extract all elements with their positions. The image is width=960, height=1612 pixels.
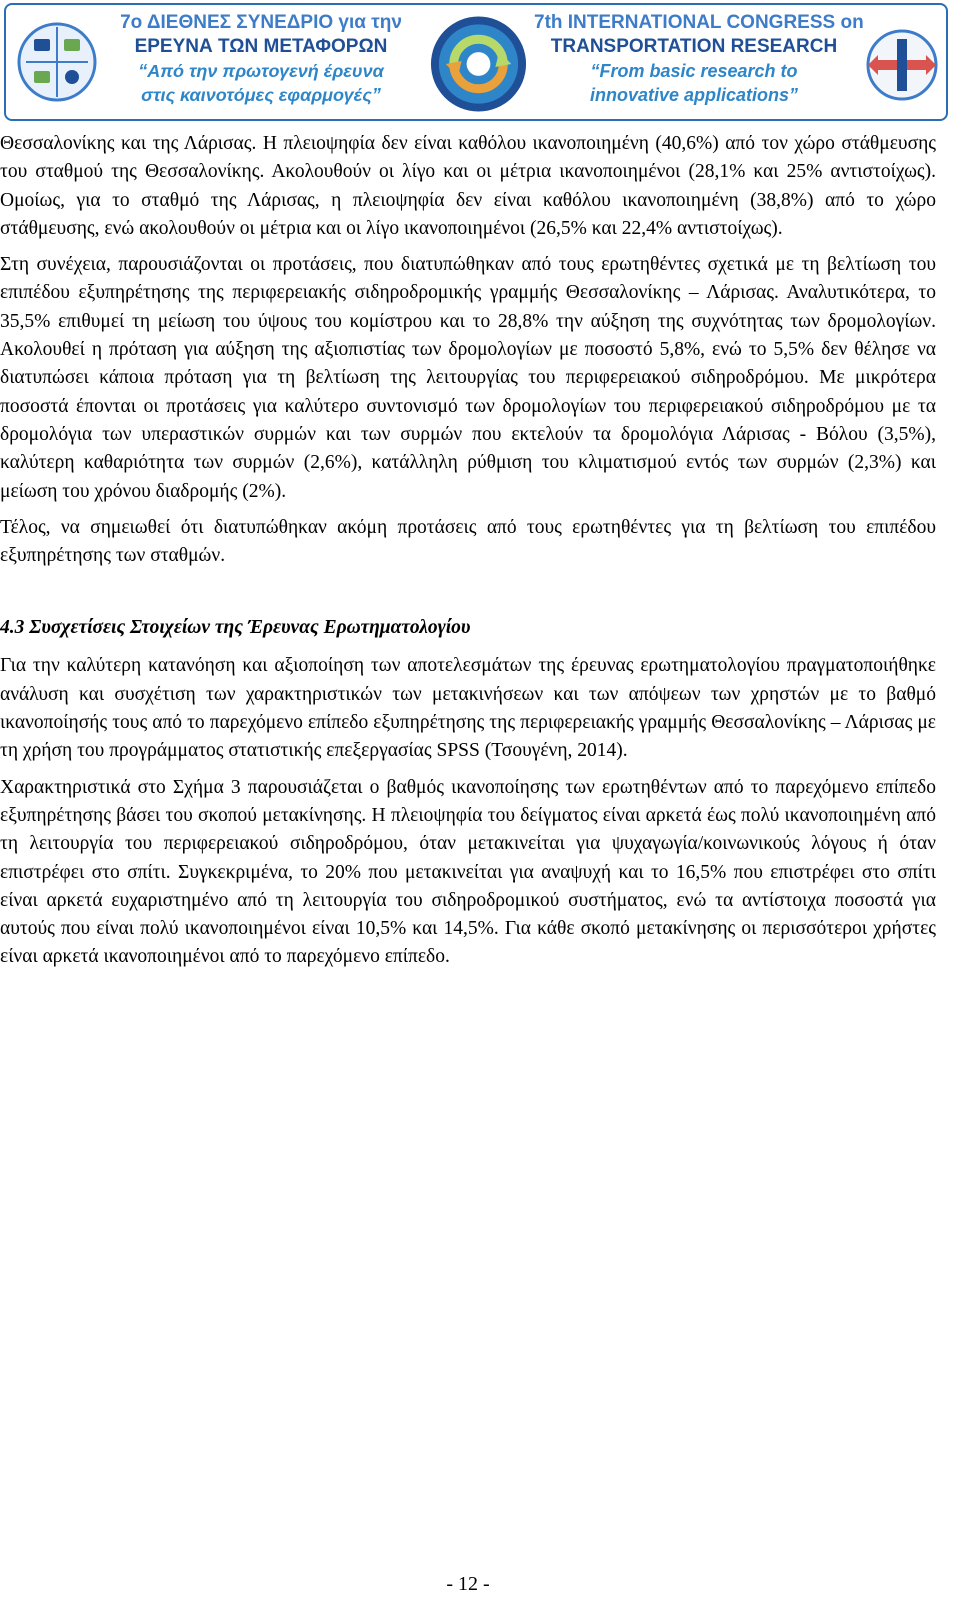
transport-network-icon: [864, 27, 940, 103]
section-heading: 4.3 Συσχετίσεις Στοιχείων της Έρευνας Ερωτηματολογίου: [0, 617, 471, 639]
banner-en-line1: 7th INTERNATIONAL CONGRESS on: [534, 12, 864, 33]
banner-en-line3: “From basic research to: [590, 61, 798, 81]
paragraph-figure-description: Χαρακτηριστικά στο Σχήμα 3 παρουσιάζεται ο βαθμός ικανοποίησης των ερωτηθέντων από το παρεχόμενο επίπεδο εξυπηρέτησης βάσει του σκοπού μετακίνησης. Η πλειοψηφία του δείγματος είναι αρκετά έως πολύ ικανοποιημένη από τη λειτουργία του περιφερειακού σιδηροδρόμου, όταν μετακινείται για ψυχαγωγία/κοινωνικούς λόγους ή όταν επιστρέφει στο σπίτι. Συγκεκριμένα, το 20% που μετακινείται για αναψυχή και το 16,5% που επιστρέφει στο σπίτι είναι αρκετά ευχαριστημένο από τη λειτουργία του σιδηροδρομικού συστήματος, ενώ τα αντίστοιχα ποσοστά για αυτούς που είναι πολύ ικανοποιημένοι είναι 10,5% και 14,5%. Για κάθε σκοπό μετακίνησης οι περισσότεροι χρήστες είναι αρκετά ικανοποιημένοι από το παρεχόμενο επίπεδο.: [0, 776, 936, 968]
transport-mode-icon: [16, 13, 98, 111]
congress-logo-icon: [426, 11, 531, 117]
banner-greek-text: [106, 11, 416, 107]
paragraph-correlation-analysis: Για την καλύτερη κατανόηση και αξιοποίηση των αποτελεσμάτων της έρευνας ερωτηματολογίου πραγματοποιήθηκε ανάλυση και συσχέτιση των χαρακτηριστικών των μετακινήσεων και των απόψεων των χρηστών με το βαθμό ικανοποίησής τους από το παρεχόμενο επίπεδο εξυπηρέτησης της περιφερειακής γραμμής Θεσσαλονίκης – Λάρισας με τη χρήση του προγράμματος στατιστικής επεξεργασίας SPSS (Τσουγένη, 2014).: [0, 655, 936, 762]
paragraph-station-proposals: Τέλος, να σημειωθεί ότι διατυπώθηκαν ακόμη προτάσεις από τους ερωτηθέντες για τη βελτίωση του επιπέδου εξυπηρέτησης των σταθμών.: [0, 516, 936, 567]
banner-gr-line1: 7ο ΔΙΕΘΝΕΣ ΣΥΝΕΔΡΙΟ για την: [120, 12, 402, 33]
banner-gr-line3: “Από την πρωτογενή έρευνα: [138, 61, 384, 81]
banner-english-text: [534, 11, 864, 107]
page-body: [0, 130, 936, 980]
banner-en-line4: innovative applications”: [589, 85, 799, 105]
banner-en-line2: TRANSPORTATION RESEARCH: [550, 36, 838, 57]
page-number: - 12 -: [446, 1573, 490, 1595]
banner-gr-line2: ΕΡΕΥΝΑ ΤΩΝ ΜΕΤΑΦΟΡΩΝ: [134, 36, 388, 57]
paragraph-parking-satisfaction: Θεσσαλονίκης και της Λάρισας. Η πλειοψηφία δεν είναι καθόλου ικανοποιημένη (40,6%) από τον χώρο στάθμευσης του σταθμού της Θεσσαλονίκης. Ακολουθούν οι λίγο και οι μέτρια ικανοποιημένοι (28,1% και 25% αντιστοίχως). Ομοίως, για το σταθμό της Λάρισας, η πλειοψηφία δεν είναι καθόλου ικανοποιημένη (38,8%) από το χώρο στάθμευσης, ενώ ακολουθούν οι μέτρια και οι λίγο ικανοποιημένοι (26,5% και 22,4% αντιστοίχως).: [0, 133, 936, 239]
paragraph-user-proposals: Στη συνέχεια, παρουσιάζονται οι προτάσεις, που διατυπώθηκαν από τους ερωτηθέντες σχετικά με τη βελτίωση του επιπέδου εξυπηρέτησης της περιφερειακής σιδηροδρομικής γραμμής Θεσσαλονίκης – Λάρισας. Αναλυτικότερα, το 35,5% επιθυμεί τη μείωση του ύψους του κομίστρου και το 28,8% την αύξηση της συχνότητας των δρομολογίων. Ακολουθεί η πρόταση για αύξηση της αξιοπιστίας των δρομολογίων με ποσοστό 5,8%, ενώ το 5,5% δεν θέλησε να διατυπώσει κάποια πρόταση για τη βελτίωση της λειτουργίας του περιφερειακού σιδηροδρόμου. Με μικρότερα ποσοστά έπονται οι προτάσεις για καλύτερο συντονισμό των δρομολογίων του περιφερειακού σιδηροδρόμου με τα δρομολόγια των υπεραστικών συρμών και των συρμών που εκτελούν τα δρομολόγια Λάρισας - Βόλου (3,5%), καλύτερη καθαριότητα των συρμών (2,6%), κατάλληλη ρύθμιση του κλιματισμού εντός των συρμών (2,3%) και μείωση του χρόνου διαδρομής (2%).: [0, 254, 936, 502]
congress-banner: [4, 3, 948, 121]
banner-gr-line4: στις καινοτόμες εφαρμογές”: [141, 85, 381, 105]
